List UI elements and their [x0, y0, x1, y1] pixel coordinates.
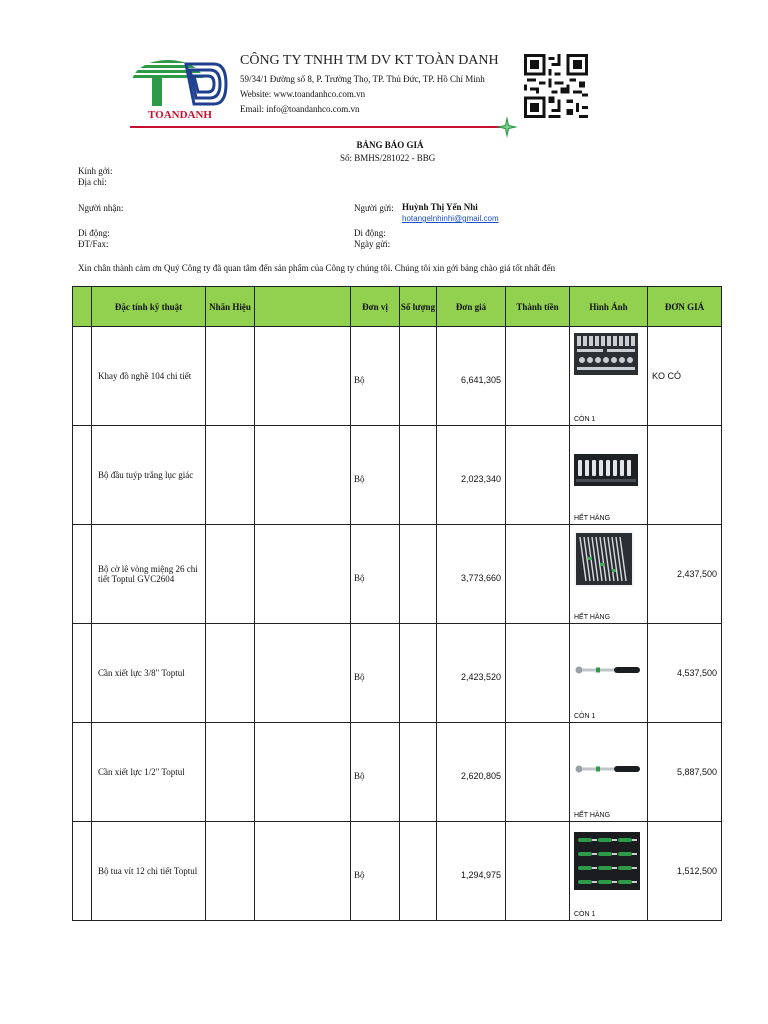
label-sender-di-dong: Di động: — [354, 228, 386, 238]
company-logo — [130, 54, 230, 120]
row-index-cell — [73, 426, 92, 525]
torque-wrench-icon — [574, 761, 644, 777]
row-unit-price: 2,023,340 — [437, 426, 506, 525]
row-quantity — [400, 822, 437, 921]
row-index-cell — [73, 822, 92, 921]
sender-name: Huỳnh Thị Yến Nhi — [402, 202, 478, 212]
row-unit-price: 6,641,305 — [437, 327, 506, 426]
row-offer-price: 5,887,500 — [648, 723, 722, 822]
row-description: Cần xiết lực 3/8" Toptul — [92, 624, 206, 723]
table-row — [73, 327, 722, 426]
row-amount — [506, 822, 570, 921]
row-amount — [506, 624, 570, 723]
torque-wrench-icon — [574, 662, 644, 678]
row-quantity — [400, 327, 437, 426]
row-index-cell — [73, 723, 92, 822]
tool-tray-104-icon — [574, 333, 638, 375]
stock-status: CÒN 1 — [574, 713, 596, 720]
row-description: Bộ đầu tuýp trắng lục giác — [92, 426, 206, 525]
row-offer-note: KO CÓ — [648, 327, 722, 426]
row-image-cell — [570, 624, 648, 723]
row-image-cell — [570, 822, 648, 921]
stock-status: HẾT HÀNG — [574, 812, 611, 819]
table-row — [73, 426, 722, 525]
row-amount — [506, 525, 570, 624]
row-index-cell — [73, 525, 92, 624]
stock-status: HẾT HÀNG — [574, 515, 611, 522]
company-website: Website: www.toandanhco.com.vn — [240, 89, 366, 99]
row-unit: Bộ — [351, 525, 400, 624]
label-kinh-goi: Kính gởi: — [78, 166, 113, 176]
row-index-cell — [73, 327, 92, 426]
row-brand — [206, 426, 255, 525]
row-quantity — [400, 426, 437, 525]
row-blank — [255, 327, 351, 426]
row-brand — [206, 327, 255, 426]
row-description: Cần xiết lực 1/2" Toptul — [92, 723, 206, 822]
row-image-cell — [570, 525, 648, 624]
row-unit: Bộ — [351, 822, 400, 921]
row-blank — [255, 624, 351, 723]
row-quantity — [400, 525, 437, 624]
intro-text: Xin chân thành cảm ơn Quý Công ty đã quan tâm đến sản phẩm của Công ty chúng tôi. Chúng tôi xin gởi bảng chào giá tốt nhất đến — [78, 263, 556, 273]
label-nguoi-nhan: Người nhận: — [78, 203, 124, 213]
label-di-dong: Di động: — [78, 228, 110, 238]
company-info — [240, 52, 525, 117]
row-unit-price: 1,294,975 — [437, 822, 506, 921]
company-email: Email: info@toandanhco.com.vn — [240, 104, 360, 114]
socket-set-icon — [574, 454, 638, 486]
document-title: BẢNG BÁO GIÁ — [356, 140, 424, 150]
table-row — [73, 822, 722, 921]
stock-status: CÒN 1 — [574, 416, 596, 423]
header-index — [73, 287, 92, 327]
row-blank — [255, 723, 351, 822]
header-divider — [130, 126, 500, 128]
label-dt-fax: ĐT/Fax: — [78, 239, 109, 249]
row-index-cell — [73, 624, 92, 723]
document-number: Số: BMHS/281022 - BBG — [340, 153, 436, 163]
wrench-set-icon — [574, 531, 634, 587]
row-amount — [506, 723, 570, 822]
header-offer-price: ĐƠN GIÁ — [648, 287, 722, 327]
svg-text:TOANDANH: TOANDANH — [148, 109, 212, 120]
label-ngay-gui: Ngày gửi: — [354, 239, 391, 249]
row-unit: Bộ — [351, 624, 400, 723]
header-brand: Nhãn Hiệu — [206, 287, 255, 327]
header-spec: Đặc tính kỹ thuật — [92, 287, 206, 327]
row-unit: Bộ — [351, 426, 400, 525]
table-header-row — [73, 287, 722, 327]
table-row — [73, 624, 722, 723]
row-brand — [206, 723, 255, 822]
row-description: Khay đồ nghề 104 chi tiết — [92, 327, 206, 426]
row-blank — [255, 525, 351, 624]
header-unit-price: Đơn giá — [437, 287, 506, 327]
row-amount — [506, 426, 570, 525]
star-ornament-icon — [496, 116, 518, 138]
header-quantity: Số lượng — [400, 287, 437, 327]
row-brand — [206, 624, 255, 723]
row-unit: Bộ — [351, 327, 400, 426]
stock-status: HẾT HÀNG — [574, 614, 611, 621]
sender-email-link[interactable]: hotangelnhinhi@gmail.com — [402, 214, 499, 223]
row-brand — [206, 822, 255, 921]
row-description: Bộ cờ lê vòng miệng 26 chi tiết Toptul GVC2604 — [92, 525, 206, 624]
row-image-cell — [570, 327, 648, 426]
row-unit: Bộ — [351, 723, 400, 822]
company-name: CÔNG TY TNHH TM DV KT TOÀN DANH — [240, 53, 499, 68]
row-quantity — [400, 723, 437, 822]
row-image-cell — [570, 426, 648, 525]
quotation-table — [72, 286, 722, 921]
screwdriver-set-icon — [574, 832, 640, 890]
row-offer-price: 4,537,500 — [648, 624, 722, 723]
label-nguoi-gui: Người gửi: — [354, 203, 394, 213]
row-offer-price: 1,512,500 — [648, 822, 722, 921]
row-unit-price: 2,620,805 — [437, 723, 506, 822]
table-row — [73, 723, 722, 822]
qr-code-icon — [524, 54, 588, 118]
header-image: Hình Ảnh — [570, 287, 648, 327]
row-unit-price: 2,423,520 — [437, 624, 506, 723]
row-quantity — [400, 624, 437, 723]
company-address: 59/34/1 Đường số 8, P. Trường Thọ, TP. Thủ Đức, TP. Hồ Chí Minh — [240, 74, 485, 84]
table-row — [73, 525, 722, 624]
stock-status: CÒN 1 — [574, 911, 596, 918]
row-image-cell — [570, 723, 648, 822]
label-dia-chi: Địa chỉ: — [78, 177, 107, 187]
header-blank — [255, 287, 351, 327]
row-description: Bộ tua vít 12 chi tiết Toptul — [92, 822, 206, 921]
row-offer-price — [648, 426, 722, 525]
row-offer-price: 2,437,500 — [648, 525, 722, 624]
header-unit: Đơn vị — [351, 287, 400, 327]
row-unit-price: 3,773,660 — [437, 525, 506, 624]
header-amount: Thành tiền — [506, 287, 570, 327]
row-brand — [206, 525, 255, 624]
row-amount — [506, 327, 570, 426]
row-blank — [255, 426, 351, 525]
row-blank — [255, 822, 351, 921]
